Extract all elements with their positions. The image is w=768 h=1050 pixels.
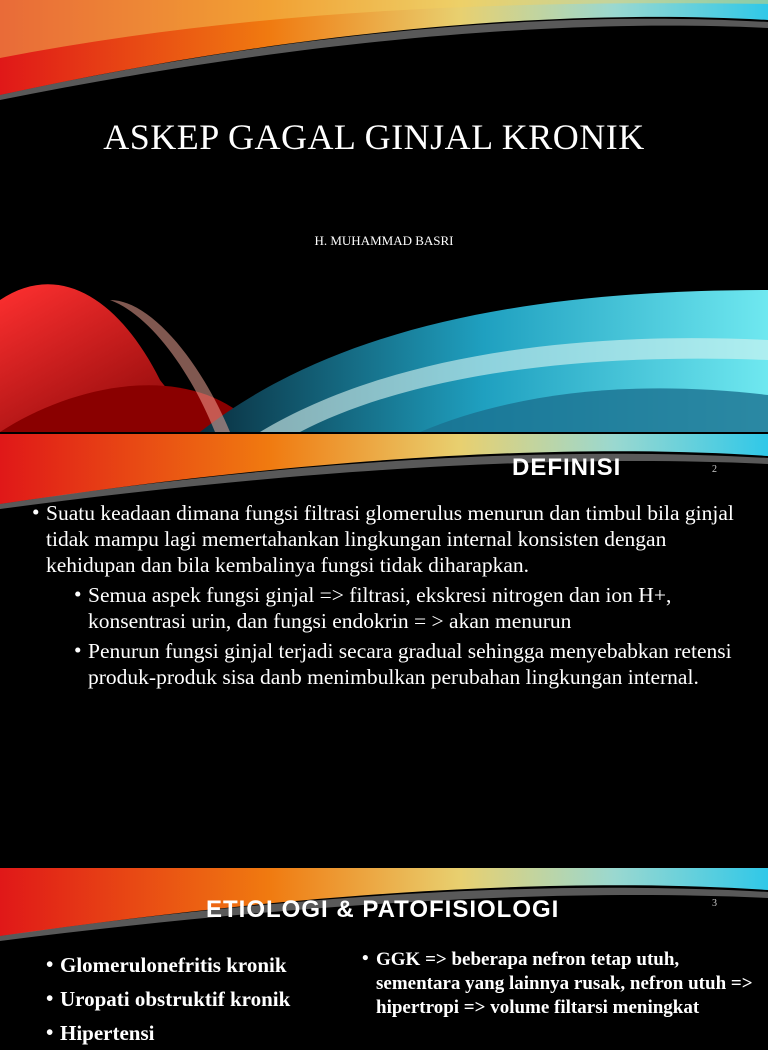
bullet-item: • Uropati obstruktif kronik (46, 982, 366, 1016)
sub-bullet-item: • Penurun fungsi ginjal terjadi secara gradual sehingga menyebabkan retensi produk-produk sisa danb menimbulkan perubahan lingkungan internal. (74, 638, 752, 690)
slide-heading: DEFINISI (512, 454, 622, 481)
bullet-item: • Glomerulonefritis kronik (46, 948, 366, 982)
page-number: 3 (712, 898, 717, 909)
sub-bullet-item: • Semua aspek fungsi ginjal => filtrasi, ekskresi nitrogen dan ion H+, konsentrasi urin, dan fungsi endokrin = > akan menurun (74, 582, 752, 634)
slide-body (32, 500, 752, 690)
bullet-item: • Hipertensi (46, 1016, 366, 1050)
right-column (362, 948, 762, 1020)
bullet-item: • Suatu keadaan dimana fungsi filtrasi glomerulus menurun dan timbul bila ginjal tidak mampu lagi memertahankan lingkungan internal konsisten dengan kehidupan dan bila kembalinya fungsi tidak diharapkan. (32, 500, 752, 578)
slide-definisi (0, 434, 768, 866)
author-name: H. MUHAMMAD BASRI (314, 233, 454, 248)
bullet-item: • GGK => beberapa nefron tetap utuh, sementara yang lainnya rusak, nefron utuh => hipertropi => volume filtarsi meningkat (362, 948, 762, 1020)
page-number: 2 (712, 464, 717, 475)
slide-etiologi (0, 868, 768, 1045)
swoosh-decoration-top (0, 0, 768, 432)
left-column (46, 948, 366, 1050)
presentation-title: ASKEP GAGAL GINJAL KRONIK (103, 117, 645, 157)
slide-heading: ETIOLOGI & PATOFISIOLOGI (206, 896, 560, 923)
slide-title (0, 0, 768, 432)
